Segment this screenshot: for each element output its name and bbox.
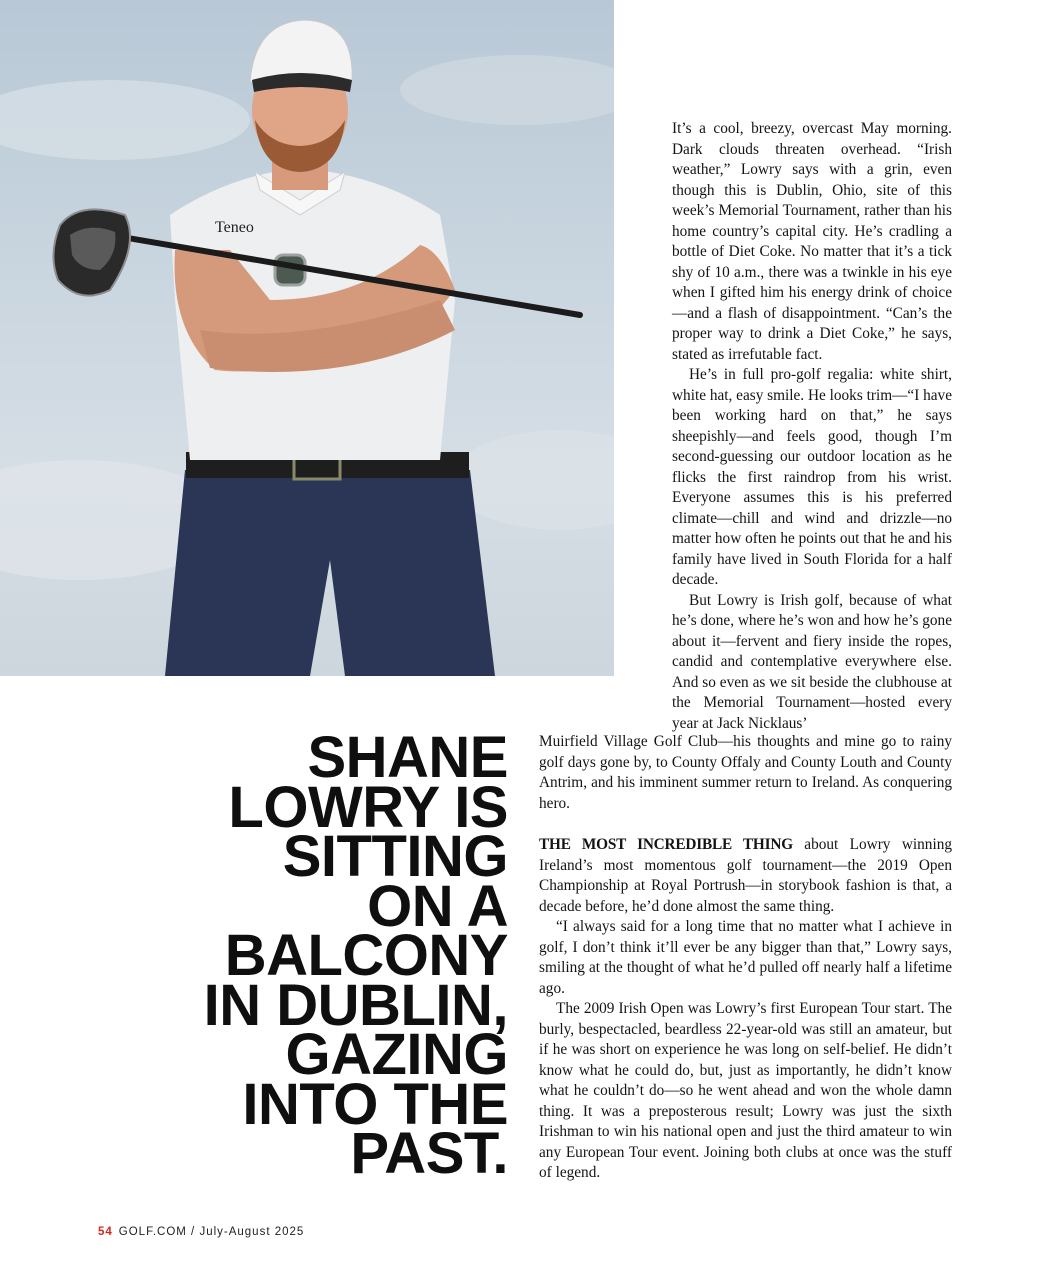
shirt-logo: Teneo (215, 219, 254, 236)
headline-line: INTO THE (242, 1071, 508, 1137)
headline-line: IN DUBLIN, (203, 972, 508, 1038)
headline (88, 725, 508, 1186)
paragraph: He’s in full pro-golf regalia: white shirt, white hat, easy smile. He looks trim—“I have been working hard on that,” he says sheepishly—and feels good, though I’m second-guessing our outdoor location as he flicks the first raindrop from his wrist. Everyone assumes this is his preferred climate—chill and wind and drizzle—no matter how often he points out that he and his family have lived in South Florida for a half decade. (672, 366, 952, 588)
publication-info: GOLF.COM / July-August 2025 (118, 1226, 305, 1238)
paragraph: But Lowry is Irish golf, because of what he’s done, where he’s won and how he’s gone about it—fervent and fiery inside the ropes, candid and contemplative everywhere else. And so even as we sit beside the clubhouse at the Memorial Tournament—hosted every year at Jack Nicklaus’ (672, 591, 952, 732)
hero-photo (0, 0, 614, 676)
headline-line: BALCONY (224, 923, 508, 988)
headline-line: PAST. (350, 1121, 508, 1186)
paragraph: It’s a cool, breezy, overcast May morning. Dark clouds threaten overhead. “Irish weather,” Lowry says with a grin, even though this is Dublin, Ohio, site of this week’s Memorial Tournament, rather than his home country’s capital city. He’s cradling a bottle of Diet Coke. No matter that it’s a tick shy of 10 a.m., there was a twinkle in his eye when I gifted him his energy drink of choice—and a flash of disappointment. “Can’s the proper way to drink a Diet Coke,” he says, stated as irrefutable fact. (672, 120, 952, 363)
section-opening-paragraph (539, 835, 952, 917)
headline-line: ON A (367, 873, 508, 939)
page-folio (98, 1226, 304, 1238)
article-continuation (539, 732, 952, 814)
section-lead-in: THE MOST INCREDIBLE THING (539, 836, 793, 853)
headline-line: SHANE (307, 725, 508, 790)
paragraph: Muirfield Village Golf Club—his thoughts and mine go to rainy golf days gone by, to County Offaly and County Louth and County Antrim, and his imminent summer return to Ireland. As conquering hero. (539, 733, 952, 812)
paragraph: The 2009 Irish Open was Lowry’s first European Tour start. The burly, bespectacled, beardless 22-year-old was still an amateur, but if he was short on experience he was long on self-belief. He didn’t know what he could do, but, just as importantly, he didn’t know what he couldn’t do—so he went ahead and won the whole damn thing. It was a preposterous result; Lowry was just the sixth Irishman to win his national open and just the third amateur to win any European Tour event. Joining both clubs at once was the stuff of legend. (539, 1000, 952, 1181)
golfer-illustration (0, 0, 614, 676)
headline-line: GAZING (285, 1022, 508, 1087)
article-top-column (672, 119, 952, 734)
page-number: 54 (98, 1226, 113, 1238)
headline-line: LOWRY IS (228, 774, 508, 840)
headline-line: SITTING (282, 824, 508, 889)
section-lead-rest: about Lowry winning Ireland’s most momentous golf tournament—the 2019 Open Championship at Royal Portrush—in storybook fashion is that, a decade before, he’d done almost the same thing. (539, 836, 952, 915)
paragraph: “I always said for a long time that no matter what I achieve in golf, I don’t think it’ll ever be any bigger than that,” Lowry says, smiling at the thought of what he’d pulled off nearly half a lifetime ago. (539, 918, 952, 997)
article-section (539, 835, 952, 1184)
